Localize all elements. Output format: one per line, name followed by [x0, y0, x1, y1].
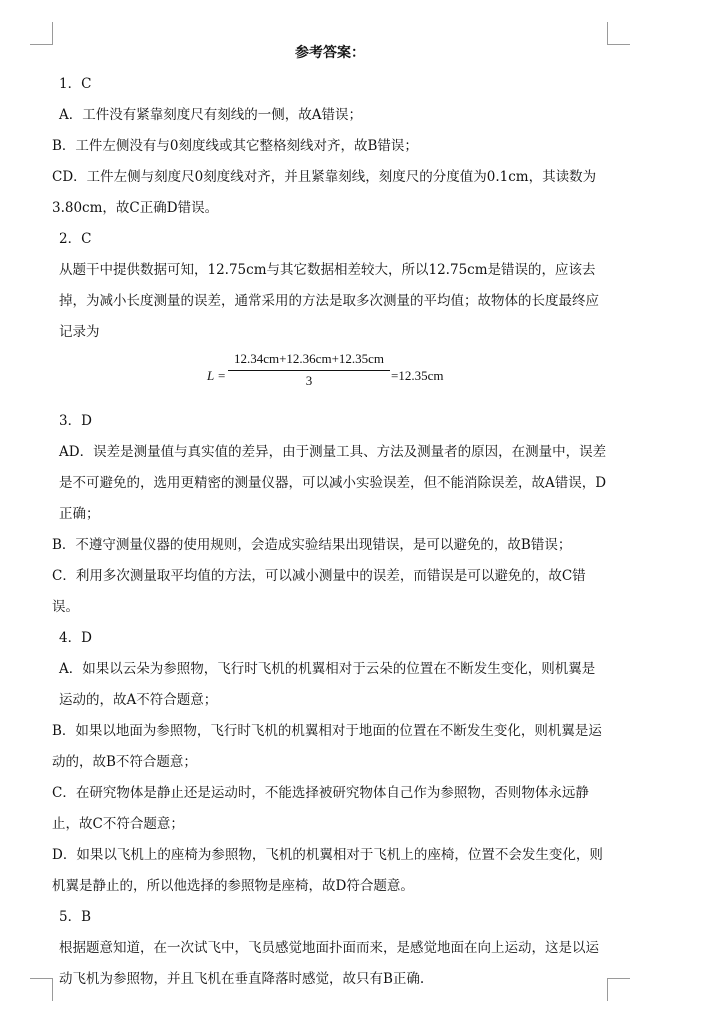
crop-mark-bottom-right [607, 978, 630, 1001]
q3-option-c: C．利用多次测量取平均值的方法，可以减小测量中的误差，而错误是可以避免的，故C错误。 [52, 568, 586, 615]
crop-mark-bottom-left [30, 978, 53, 1001]
formula-lhs: L [207, 368, 215, 383]
q1-option-b: B．工件左侧没有与0刻度线或其它整格刻线对齐，故B错误； [52, 138, 418, 154]
q5-answer: 5．B [59, 909, 92, 925]
formula-fraction [228, 348, 390, 391]
q4-option-c: C．在研究物体是静止还是运动时，不能选择被研究物体自己作为参照物，否则物体永远静止，故C不符合题意； [52, 785, 589, 832]
formula-numerator: 12.34cm+12.36cm+12.35cm [228, 348, 390, 371]
q1-answer: 1．C [59, 76, 92, 92]
formula-equals: = [218, 368, 226, 383]
crop-mark-top-right [607, 22, 630, 45]
formula-denominator: 3 [305, 373, 313, 388]
q2-explanation: 从题干中提供数据可知，12.75cm与其它数据相差较大，所以12.75cm是错误的，应该去掉，为减小长度测量的误差，通常采用的方法是取多次测量的平均值；故物体的长度最终应记录为 [59, 262, 599, 340]
q5-explanation: 根据题意知道，在一次试飞中，飞员感觉地面扑面而来，是感觉地面在向上运动，这是以运动飞机为参照物，并且飞机在垂直降落时感觉，故只有B正确. [59, 940, 599, 987]
q4-option-b: B．如果以地面为参照物，飞行时飞机的机翼相对于地面的位置在不断发生变化，则机翼是运动的，故B不符合题意； [52, 723, 602, 770]
q2-answer: 2．C [59, 231, 92, 247]
crop-mark-top-left [30, 22, 53, 45]
q2-formula [52, 348, 608, 406]
q1-option-a: A．工件没有紧靠刻度尺有刻线的一侧，故A错误； [59, 107, 362, 123]
answer-content [52, 38, 608, 995]
q4-option-d: D．如果以飞机上的座椅为参照物，飞机的机翼相对于飞机上的座椅，位置不会发生变化，则机翼是静止的，所以他选择的参照物是座椅，故D符合题意。 [52, 847, 603, 894]
q3-option-ad: AD．误差是测量值与真实值的差异，由于测量工具、方法及测量者的原因，在测量中，误差是不可避免的，选用更精密的测量仪器，可以减小实验误差，但不能消除误差，故A错误，D正确； [59, 444, 607, 522]
q1-option-cd: CD．工件左侧与刻度尺0刻度线对齐，并且紧靠刻线，刻度尺的分度值为0.1cm，其读数为3.80cm，故C正确D错误。 [52, 169, 597, 216]
q4-answer: 4．D [59, 630, 92, 646]
q3-answer: 3．D [59, 413, 92, 429]
formula-result: =12.35cm [391, 368, 444, 383]
page-title: 参考答案： [295, 45, 365, 61]
q4-option-a: A．如果以云朵为参照物，飞行时飞机的机翼相对于云朵的位置在不断发生变化，则机翼是运动的，故A不符合题意； [59, 661, 596, 708]
q3-option-b: B．不遵守测量仪器的使用规则，会造成实验结果出现错误，是可以避免的，故B错误； [52, 537, 572, 553]
